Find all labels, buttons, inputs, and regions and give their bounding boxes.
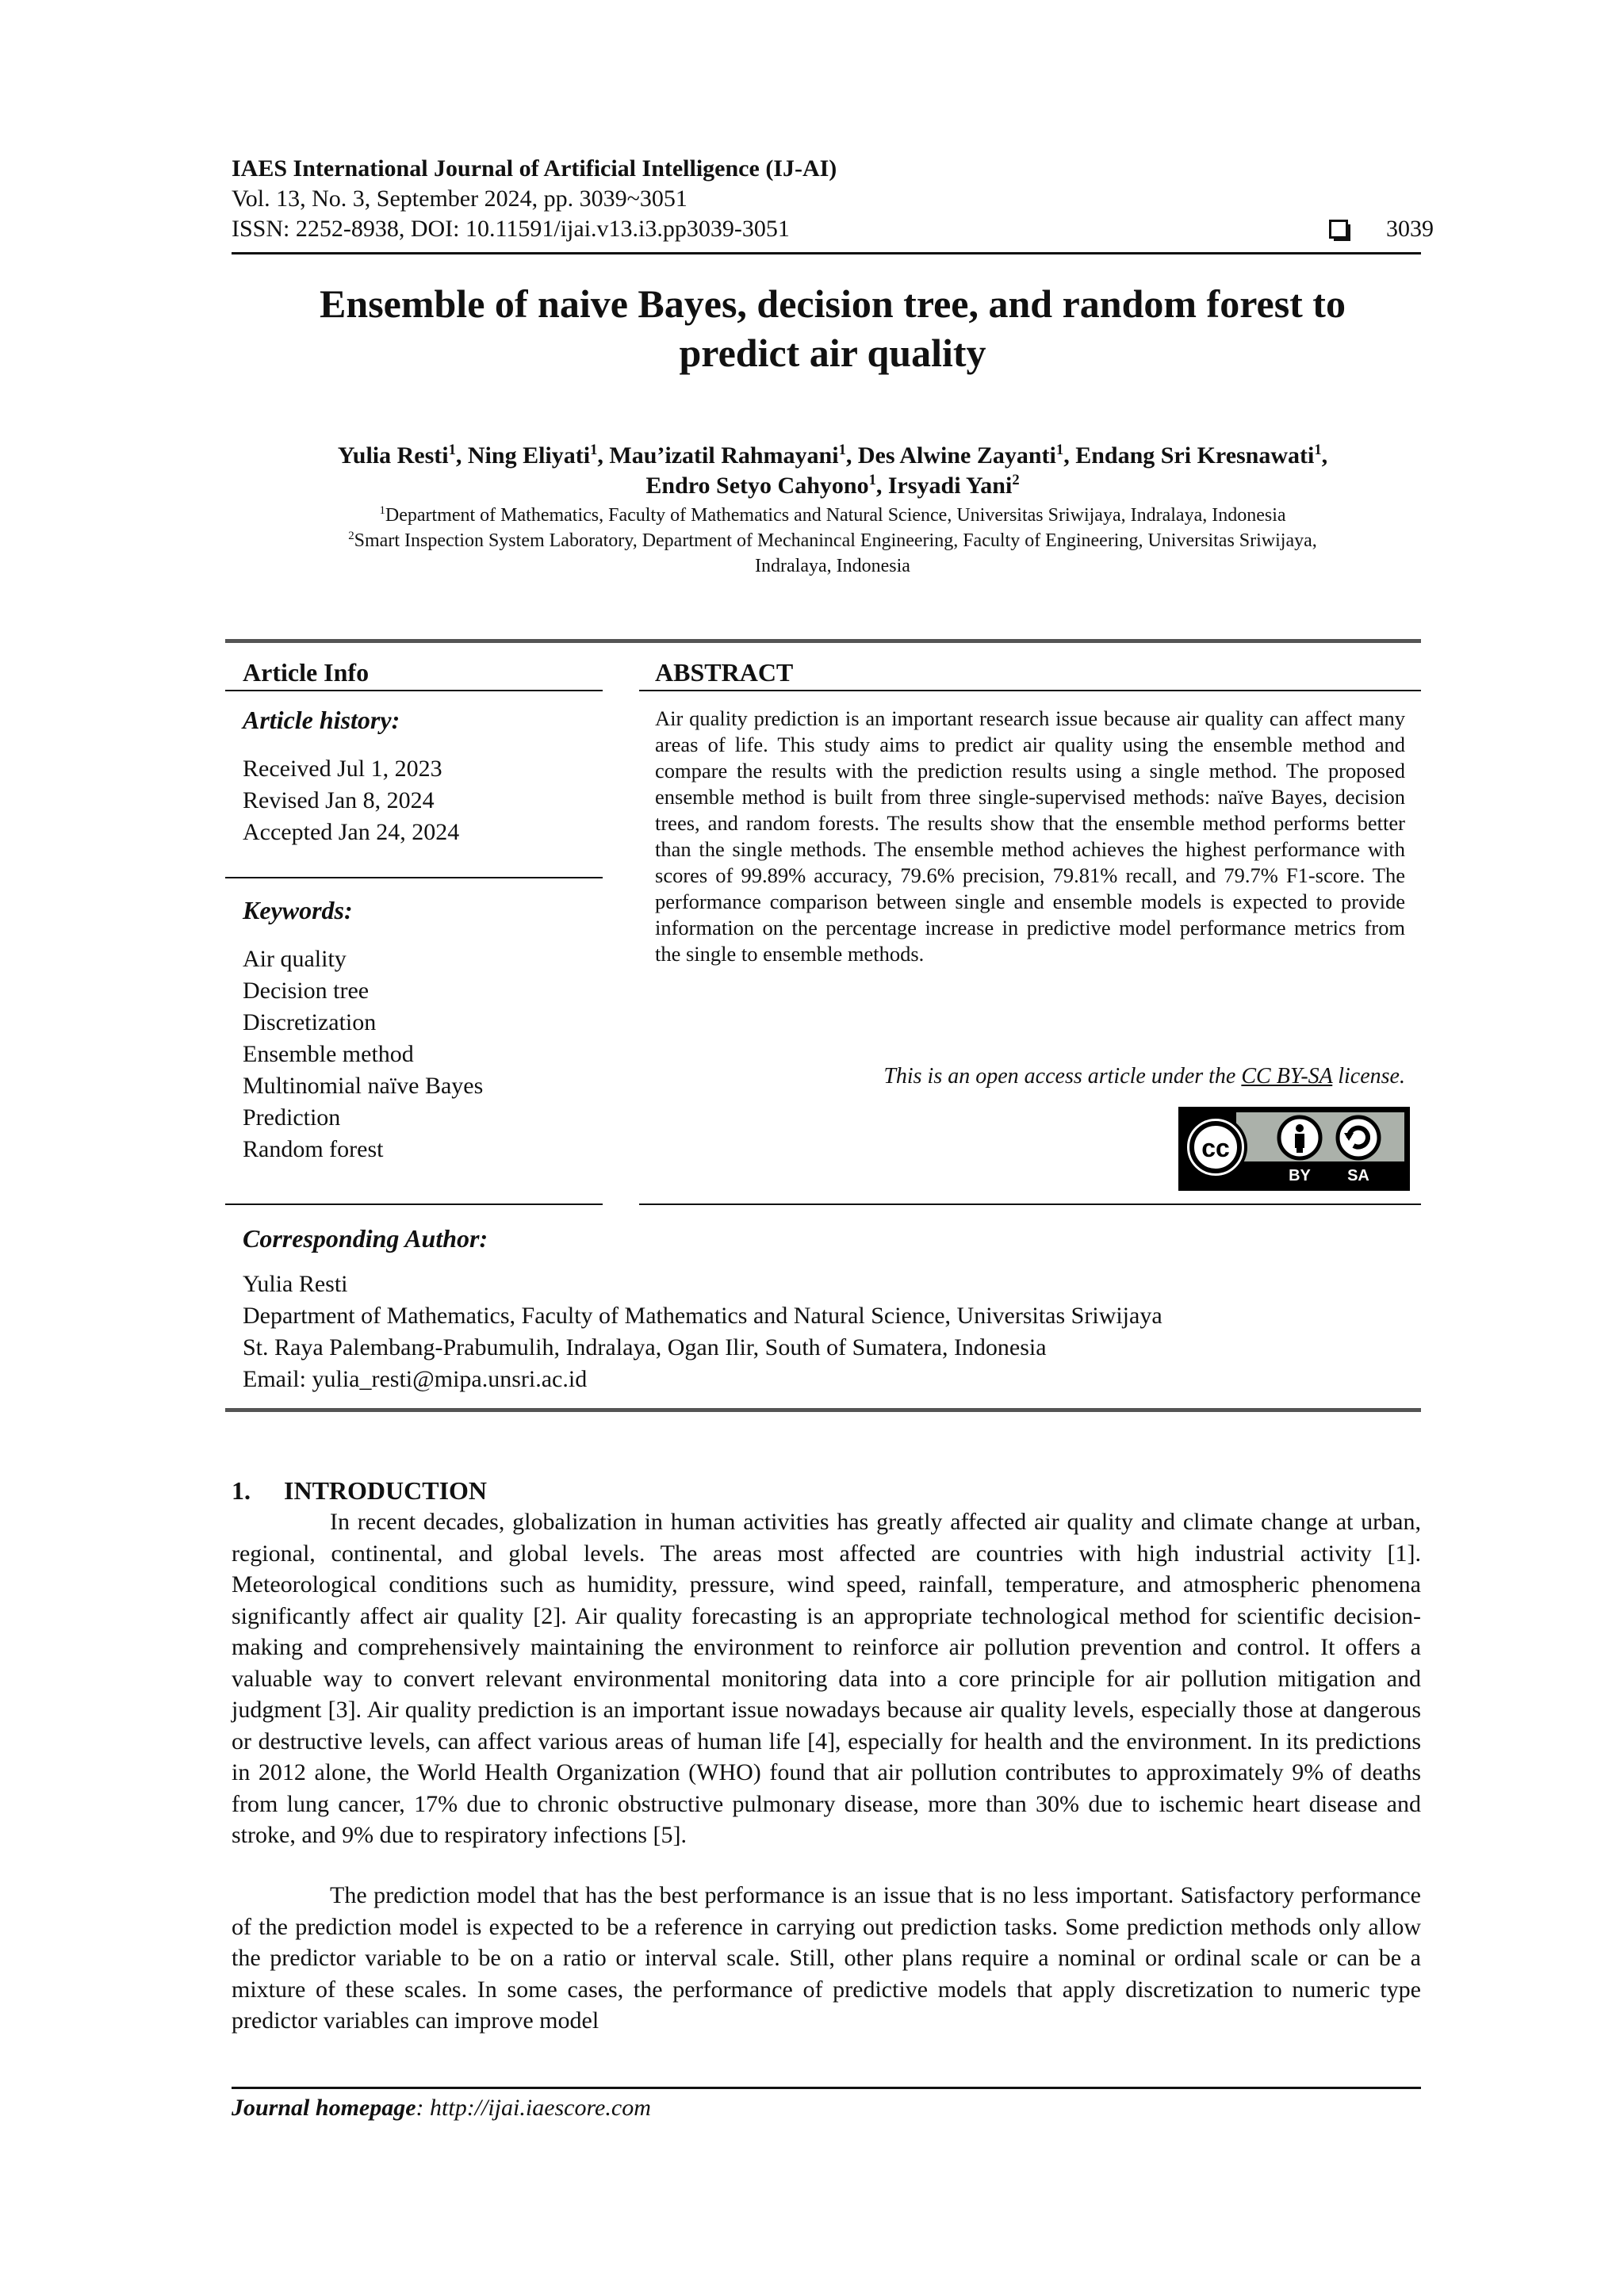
license-statement: This is an open access article under the CC BY-SA license. xyxy=(883,1064,1405,1089)
journal-name: IAES International Journal of Artificial Intelligence (IJ-AI) xyxy=(232,155,837,182)
author-name: Yulia Resti xyxy=(243,1271,348,1297)
intro-paragraph-1: In recent decades, globalization in human activities has greatly affected air quality and climate change at urban, regional, continental, and global levels. The areas most affected are countries with high industrial activity [1]. Meteorological conditions such as humidity, pressure, wind speed, rainfall, temperature, and atmospheric phenomena significantly affect air quality [2]. Air quality forecasting is an appropriate technological method for scientific decision-making and comprehensively maintaining the environment to reinforce air pollution prevention and control. It offers a valuable way to convert relevant environmental monitoring data into a core principle for air pollution mitigation and judgment [3]. Air quality prediction is an important issue nowadays because air quality levels, especially those at dangerous or destructive levels, can affect various areas of human life [4], especially for health and the environment. In its predictions in 2012 alone, the World Health Organization (WHO) found that air pollution contributes to approximately 9% of deaths from lung cancer, 17% due to chronic obstructive pulmonary disease, more than 30% due to ischemic heart disease and stroke, and 9% due to respiratory infections [5]. xyxy=(232,1509,1421,1848)
keyword-item: Ensemble method xyxy=(243,1041,414,1067)
author-department: Department of Mathematics, Faculty of Mathematics and Natural Science, Universitas Sriwijaya xyxy=(243,1303,1162,1329)
square-bullet-icon xyxy=(1329,220,1348,239)
header-rule xyxy=(232,252,1421,254)
keyword-item: Prediction xyxy=(243,1104,341,1131)
footer-rule xyxy=(232,2087,1421,2089)
cc-sa-label: SA xyxy=(1347,1167,1369,1184)
keywords-heading: Keywords: xyxy=(243,896,353,924)
keywords-rule xyxy=(225,1203,603,1205)
page-number: 3039 xyxy=(1386,216,1434,242)
keyword-item: Multinomial naïve Bayes xyxy=(243,1073,484,1099)
cc-by-sa-badge[interactable] xyxy=(1178,1107,1410,1191)
intro-paragraph-2: The prediction model that has the best performance is an issue that is no less important. Satisfactory performance of the prediction model is expected to be a reference in carrying out prediction tasks. Some prediction methods only allow the predictor variable to be on a ratio or interval scale. Still, other plans require a nominal or ordinal scale or can be a mixture of these scales. In some cases, the performance of predictive models that apply discretization to numeric type predictor variables can improve model xyxy=(232,1882,1421,2034)
svg-text:cc: cc xyxy=(1201,1134,1230,1162)
cc-logo-icon xyxy=(1181,1109,1408,1188)
abstract-rule xyxy=(639,690,1421,691)
info-box-top-rule xyxy=(225,639,1421,643)
author-email[interactable]: Email: yulia_resti@mipa.unsri.ac.id xyxy=(243,1366,588,1392)
volume-line: Vol. 13, No. 3, September 2024, pp. 3039~3051 xyxy=(232,186,688,212)
article-info-heading: Article Info xyxy=(243,658,370,687)
author-address: St. Raya Palembang-Prabumulih, Indralaya, Ogan Ilir, South of Sumatera, Indonesia xyxy=(243,1334,1047,1360)
abstract-text: Air quality prediction is an important research issue because air quality can affect many areas of life. This study aims to predict air quality using the ensemble method and compare the results with the prediction results using a single method. The proposed ensemble method is built from three single-supervised methods: naïve Bayes, decision trees, and random forests. The results show that the ensemble method performs better than the single methods. The ensemble method achieves the highest performance with scores of 99.89% accuracy, 79.6% precision, 79.81% recall, and 79.7% F1-score. The performance comparison between single and ensemble models is expected to provide information on the percentage increase in predictive model performance metrics from the single to ensemble methods. xyxy=(655,706,1405,966)
section-heading-introduction: 1. INTRODUCTION xyxy=(232,1476,488,1505)
author-list: Yulia Resti$^1$, Ning Eliyati$^1$, Mau’izatil Rahmayani$^1$, Des Alwine Zayanti$^1$, Endang Sri Kresnawati$^1$, Endro Setyo Cahyono$^1$, Irsyadi Yani$^2$ xyxy=(337,442,1328,499)
article-history-dates xyxy=(243,753,459,848)
keyword-list xyxy=(243,943,483,1165)
cc-by-sa-link[interactable]: CC BY-SA xyxy=(1241,1064,1333,1089)
corresponding-author-details xyxy=(243,1269,1162,1395)
journal-homepage[interactable]: Journal homepage: http://ijai.iaescore.com xyxy=(232,2095,651,2121)
history-rule xyxy=(225,877,603,878)
keyword-item: Random forest xyxy=(243,1136,384,1162)
keyword-item: Decision tree xyxy=(243,978,370,1004)
keyword-item: Discretization xyxy=(243,1009,377,1035)
article-history-heading: Article history: xyxy=(243,706,400,734)
affiliation-1: $^1$Department of Mathematics, Faculty of Mathematics and Natural Science, Universitas Sriwijaya, Indralaya, Indonesia xyxy=(379,504,1286,526)
abstract-bottom-rule xyxy=(639,1203,1421,1205)
accepted-date: Accepted Jan 24, 2024 xyxy=(243,819,460,845)
info-box-bottom-rule xyxy=(225,1408,1421,1412)
cc-by-label: BY xyxy=(1289,1167,1311,1184)
paper-title: Ensemble of naive Bayes, decision tree, and random forest to predict air quality xyxy=(320,281,1346,375)
article-info-rule xyxy=(225,690,603,691)
abstract-heading: ABSTRACT xyxy=(655,658,794,687)
received-date: Received Jul 1, 2023 xyxy=(243,756,442,782)
keyword-item: Air quality xyxy=(243,946,347,972)
affiliation-2: $^2$Smart Inspection System Laboratory, Department of Mechanincal Engineering, Faculty of Engineering, Universitas Sriwijaya, Indralaya, Indonesia xyxy=(348,530,1317,576)
page-number-block xyxy=(1329,216,1434,243)
corresponding-author-heading: Corresponding Author: xyxy=(243,1224,488,1253)
revised-date: Revised Jan 8, 2024 xyxy=(243,787,435,813)
issn-doi-line: ISSN: 2252-8938, DOI: 10.11591/ijai.v13.i3.pp3039-3051 xyxy=(232,216,790,242)
